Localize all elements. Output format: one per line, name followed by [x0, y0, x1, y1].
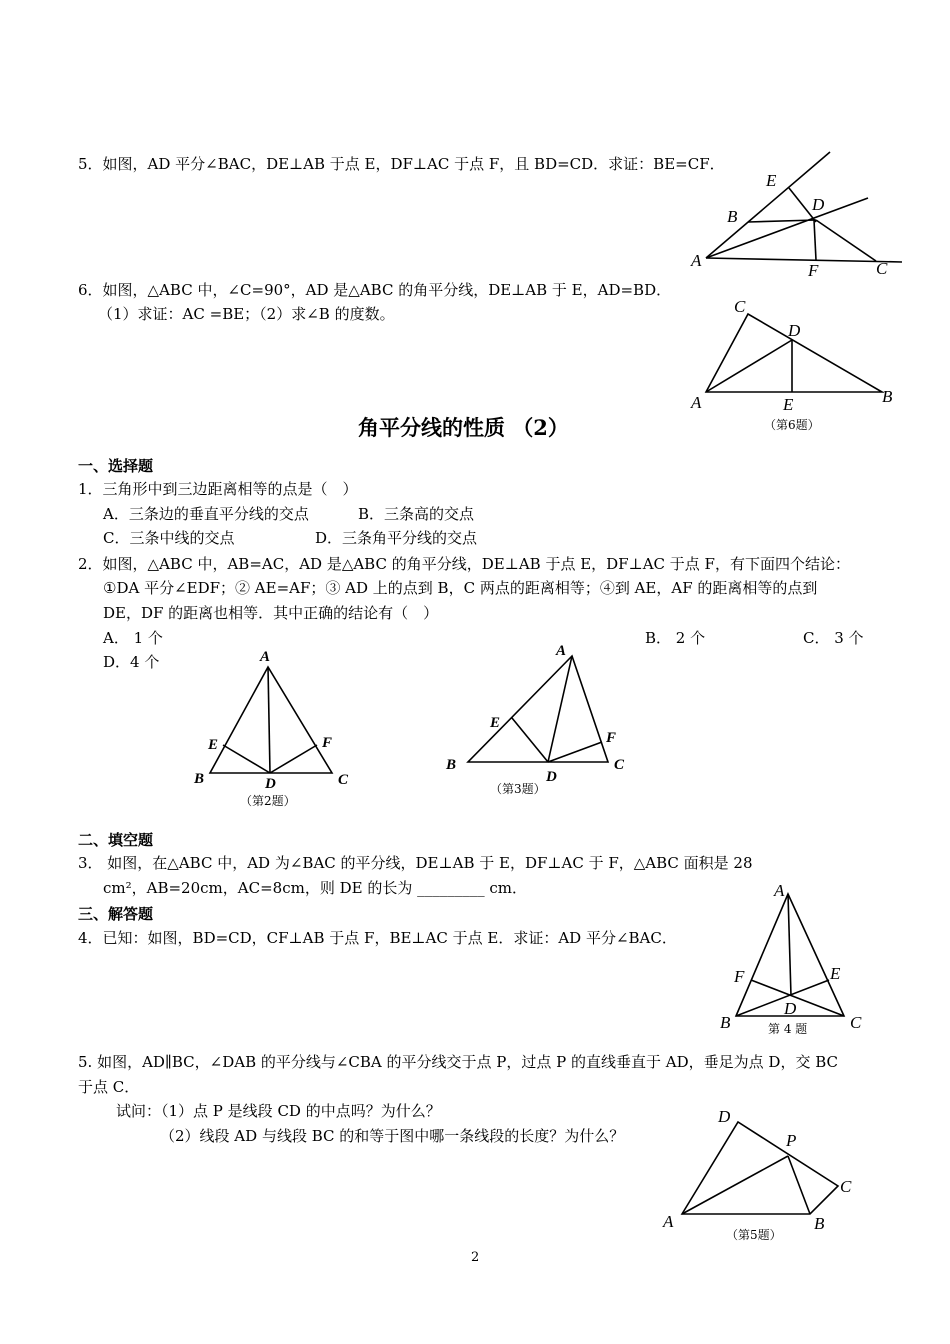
q5-bottom-line2: 于点 C．	[78, 1078, 140, 1096]
triangle-abc	[468, 656, 608, 762]
q2-option-b: B． 2 个	[645, 629, 706, 647]
label-e: E	[783, 395, 794, 414]
q1-stem: 1．三角形中到三边距离相等的点是（ ）	[78, 480, 358, 498]
label-c: C	[850, 1013, 862, 1032]
label-b: B	[814, 1214, 825, 1233]
q5-bottom-line1: 5. 如图，AD∥BC，∠DAB 的平分线与∠CBA 的平分线交于点 P，过点 P 的直线垂直于 AD，垂足为点 D，交 BC	[78, 1053, 838, 1071]
label-c: C	[876, 259, 888, 278]
label-b: B	[720, 1013, 731, 1032]
fig3-caption: （第3题）	[490, 782, 546, 796]
label-b: B	[882, 387, 893, 406]
seg-df	[814, 220, 816, 260]
label-e: E	[490, 715, 501, 731]
label-f: F	[808, 261, 819, 280]
label-d: D	[546, 769, 557, 785]
q1-option-d: D．三条角平分线的交点	[315, 529, 478, 547]
section-choice: 一、选择题	[78, 457, 154, 475]
seg-ad	[788, 894, 791, 996]
triangle-abc	[210, 667, 332, 773]
q5-bottom-line3: 试问：（1）点 P 是线段 CD 的中点吗？为什么？	[116, 1102, 441, 1120]
q5-bottom-line4: （2）线段 AD 与线段 BC 的和等于图中哪一条线段的长度？为什么？	[160, 1127, 625, 1145]
q1-option-a: A．三条边的垂直平分线的交点	[103, 505, 309, 523]
seg-dc	[816, 220, 876, 261]
section-answer: 三、解答题	[78, 905, 154, 923]
q2-option-a: A． 1 个	[103, 629, 163, 647]
label-c: C	[840, 1177, 852, 1196]
label-e: E	[208, 737, 219, 753]
seg-ad	[706, 340, 792, 392]
seg-ad	[268, 667, 270, 773]
label-b: B	[194, 771, 205, 787]
label-c: C	[734, 297, 746, 316]
q6-caption: （第6题）	[764, 418, 820, 432]
q2-option-c: C． 3 个	[803, 629, 864, 647]
page-title: 角平分线的性质 （2）	[358, 415, 569, 440]
quad-adcb	[682, 1122, 838, 1214]
seg-ad	[548, 656, 572, 762]
q2-line2: ①DA 平分∠EDF；② AE=AF；③ AD 上的点到 B，C 两点的距离相等；④到 AE，AF 的距离相等的点到	[103, 579, 818, 597]
q5-top-figure	[680, 140, 920, 290]
q5-bottom-caption: （第5题）	[726, 1228, 782, 1242]
section-fill: 二、填空题	[78, 831, 154, 849]
q6-figure	[686, 296, 916, 436]
label-f: F	[606, 730, 617, 746]
fig2-figure	[190, 645, 360, 795]
label-d: D	[812, 195, 825, 214]
label-p: P	[786, 1131, 797, 1150]
label-a: A	[663, 1212, 674, 1231]
label-b: B	[727, 207, 738, 226]
q3-line2: cm²，AB=20cm，AC=8cm，则 DE 的长为 _________ cm．	[103, 879, 527, 897]
label-a: A	[774, 881, 785, 900]
q6-text-line2: （1）求证：AC =BE；（2）求∠B 的度数。	[98, 305, 395, 323]
q4-caption: 第 4 题	[768, 1022, 808, 1036]
q1-option-c: C．三条中线的交点	[103, 529, 235, 547]
seg-df	[548, 742, 602, 762]
label-a: A	[556, 643, 567, 659]
label-d: D	[265, 776, 276, 792]
q5-bottom-figure	[660, 1100, 870, 1240]
label-a: A	[691, 393, 702, 412]
q3-line1: 3． 如图，在△ABC 中，AD 为∠BAC 的平分线，DE⊥AB 于 E，DF⊥AC 于 F，△ABC 面积是 28	[78, 854, 753, 872]
label-f: F	[322, 735, 333, 751]
label-d: D	[788, 321, 801, 340]
page-number: 2	[471, 1250, 480, 1265]
q2-line3: DE，DF 的距离也相等．其中正确的结论有（ ）	[103, 604, 439, 622]
label-e: E	[830, 964, 841, 983]
fig3-figure	[440, 638, 640, 785]
label-a: A	[260, 649, 271, 665]
seg-pb	[788, 1156, 810, 1214]
label-e: E	[766, 171, 777, 190]
label-c: C	[614, 757, 625, 773]
seg-df	[270, 745, 317, 773]
fig2-caption: （第2题）	[240, 794, 296, 808]
seg-de	[512, 718, 548, 762]
seg-ap	[682, 1156, 788, 1214]
q1-option-b: B．三条高的交点	[358, 505, 475, 523]
q6-text-line1: 6．如图，△ABC 中，∠C=90°，AD 是△ABC 的角平分线，DE⊥AB 于 E，AD=BD．	[78, 281, 672, 299]
q2-option-d: D．4 个	[103, 653, 160, 671]
label-d: D	[784, 999, 797, 1018]
q2-line1: 2．如图，△ABC 中，AB=AC，AD 是△ABC 的角平分线，DE⊥AB 于点 E，DF⊥AC 于点 F，有下面四个结论：	[78, 555, 850, 573]
q5-top-text: 5．如图，AD 平分∠BAC，DE⊥AB 于点 E，DF⊥AC 于点 F，且 BD=CD．求证：BE=CF．	[78, 155, 725, 173]
seg-be	[736, 980, 829, 1016]
label-c: C	[338, 772, 349, 788]
label-f: F	[734, 967, 745, 986]
label-a: A	[691, 251, 702, 270]
label-b: B	[446, 757, 457, 773]
q4-text: 4．已知：如图，BD=CD，CF⊥AB 于点 F，BE⊥AC 于点 E．求证：AD 平分∠BAC．	[78, 929, 677, 947]
label-d: D	[718, 1107, 731, 1126]
seg-de	[223, 745, 270, 773]
